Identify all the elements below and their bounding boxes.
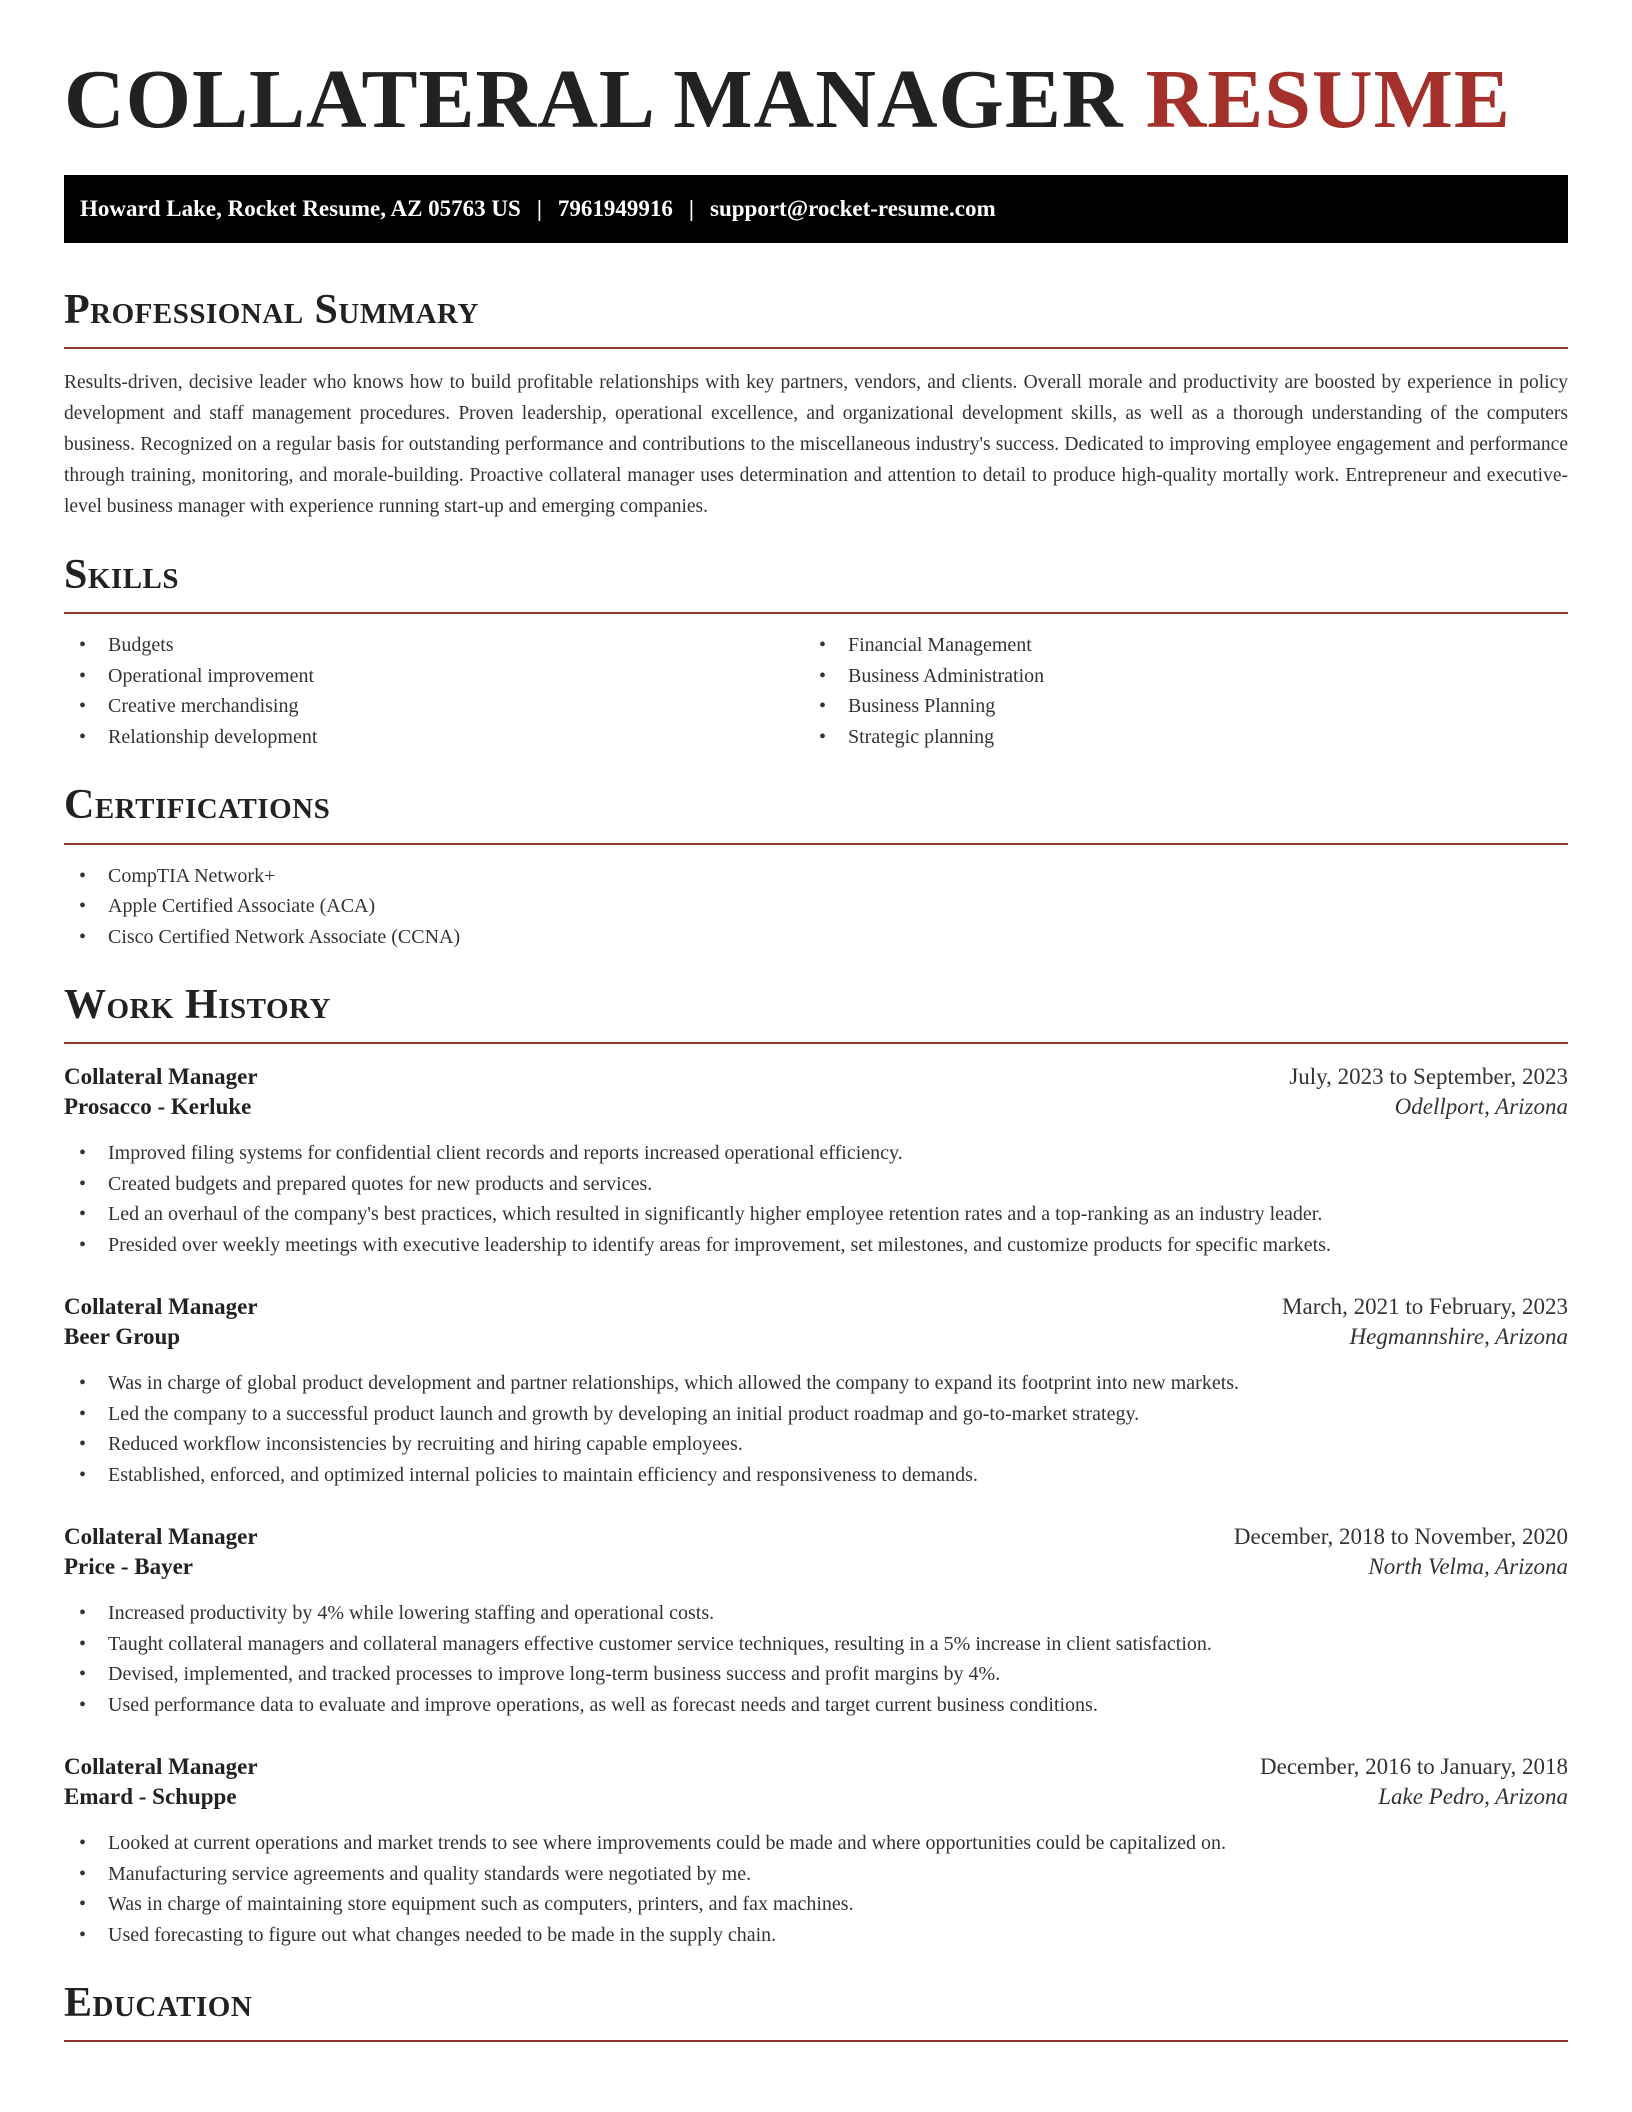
section-title-certifications: Certifications	[64, 782, 331, 829]
job-header-row	[64, 1294, 1568, 1320]
job-title: Collateral Manager	[64, 1294, 258, 1320]
job-company: Beer Group	[64, 1324, 181, 1350]
job-entry	[64, 1294, 1568, 1490]
job-bullet: • Established, enforced, and optimized internal policies to maintain efficiency and responsiveness to demands.	[64, 1460, 1568, 1491]
contact-separator: |	[688, 196, 694, 221]
skill-item: • Creative merchandising	[64, 691, 804, 722]
job-entry	[64, 1064, 1568, 1260]
skill-item: • Business Administration	[804, 661, 1544, 692]
title-accent: RESUME	[1145, 53, 1511, 146]
job-title: Collateral Manager	[64, 1064, 258, 1090]
section-divider	[64, 347, 1568, 349]
education-section	[64, 1980, 1568, 2042]
job-company: Emard - Schuppe	[64, 1784, 237, 1810]
job-bullet: • Looked at current operations and market trends to see where improvements could be made and where opportunities could be capitalized on.	[64, 1828, 1568, 1859]
section-divider	[64, 1042, 1568, 1044]
job-company-row	[64, 1324, 1568, 1350]
job-dates: March, 2021 to February, 2023	[1282, 1294, 1568, 1320]
skill-item: • Relationship development	[64, 722, 804, 753]
job-location: Lake Pedro, Arizona	[1378, 1784, 1568, 1810]
job-dates: July, 2023 to September, 2023	[1289, 1064, 1568, 1090]
title-main: COLLATERAL MANAGER	[64, 53, 1124, 146]
job-company-row	[64, 1554, 1568, 1580]
contact-phone: 7961949916	[557, 196, 673, 221]
job-bullets	[64, 1138, 1568, 1260]
job-bullets	[64, 1598, 1568, 1720]
job-bullet: • Devised, implemented, and tracked processes to improve long-term business success and profit margins by 4%.	[64, 1659, 1568, 1690]
job-header-row	[64, 1064, 1568, 1090]
job-bullet: • Was in charge of maintaining store equipment such as computers, printers, and fax machines.	[64, 1889, 1568, 1920]
job-title: Collateral Manager	[64, 1754, 258, 1780]
job-entry	[64, 1524, 1568, 1720]
job-location: Hegmannshire, Arizona	[1349, 1324, 1568, 1350]
job-bullets	[64, 1828, 1568, 1950]
job-location: Odellport, Arizona	[1394, 1094, 1568, 1120]
summary-section	[64, 287, 1568, 522]
job-bullet: • Led the company to a successful product launch and growth by developing an initial product roadmap and go-to-market strategy.	[64, 1399, 1568, 1430]
skill-item: • Budgets	[64, 630, 804, 661]
job-bullet: • Presided over weekly meetings with executive leadership to identify areas for improvement, set milestones, and customize products for specific markets.	[64, 1230, 1568, 1261]
job-bullet: • Was in charge of global product development and partner relationships, which allowed the company to expand its footprint into new markets.	[64, 1368, 1568, 1399]
job-header-row	[64, 1754, 1568, 1780]
skill-item: • Business Planning	[804, 691, 1544, 722]
skill-item: • Financial Management	[804, 630, 1544, 661]
summary-text: Results-driven, decisive leader who knows how to build profitable relationships with key partners, vendors, and clients. Overall morale and productivity are boosted by experience in policy development and staff management procedures. Proven leadership, operational excellence, and organizational development skills, as well as a thorough understanding of the computers business. Recognized on a regular basis for outstanding performance and contributions to the miscellaneous industry's success. Dedicated to improving employee engagement and performance through training, monitoring, and morale-building. Proactive collateral manager uses determination and attention to detail to produce high-quality mortally work. Entrepreneur and executive-level business manager with experience running start-up and emerging companies.	[64, 372, 1568, 518]
job-header-row	[64, 1524, 1568, 1550]
section-divider	[64, 843, 1568, 845]
contact-address: Howard Lake, Rocket Resume, AZ 05763 US	[80, 196, 521, 221]
job-company-row	[64, 1784, 1568, 1810]
skill-item: • Operational improvement	[64, 661, 804, 692]
job-bullet: • Created budgets and prepared quotes for new products and services.	[64, 1169, 1568, 1200]
resume-title	[64, 0, 1568, 146]
certification-item: • CompTIA Network+	[64, 861, 1568, 892]
contact-bar	[64, 175, 1568, 243]
job-dates: December, 2016 to January, 2018	[1260, 1754, 1568, 1780]
job-dates: December, 2018 to November, 2020	[1233, 1524, 1568, 1550]
job-bullet: • Led an overhaul of the company's best practices, which resulted in significantly higher employee retention rates and a top-ranking as an industry leader.	[64, 1199, 1568, 1230]
section-title-summary: Professional Summary	[64, 287, 479, 333]
job-company: Price - Bayer	[64, 1554, 193, 1580]
certification-item: • Cisco Certified Network Associate (CCNA)	[64, 922, 1568, 953]
section-title-work-history: Work History	[64, 982, 331, 1029]
skills-section	[64, 552, 1568, 752]
section-title-skills: Skills	[64, 552, 180, 599]
job-entry	[64, 1754, 1568, 1950]
skills-grid	[64, 614, 1568, 752]
job-bullet: • Manufacturing service agreements and quality standards were negotiated by me.	[64, 1859, 1568, 1890]
skills-list-left	[64, 630, 804, 752]
job-bullet: • Used forecasting to figure out what changes needed to be made in the supply chain.	[64, 1920, 1568, 1951]
job-company-row	[64, 1094, 1568, 1120]
skill-item: • Strategic planning	[804, 722, 1544, 753]
work-history-section	[64, 982, 1568, 1950]
skills-list-right	[804, 630, 1544, 752]
job-title: Collateral Manager	[64, 1524, 258, 1550]
section-divider	[64, 2040, 1568, 2042]
job-bullet: • Used performance data to evaluate and improve operations, as well as forecast needs and target current business conditions.	[64, 1690, 1568, 1721]
contact-email: support@rocket-resume.com	[710, 196, 996, 221]
contact-separator: |	[536, 196, 542, 221]
job-bullet: • Increased productivity by 4% while lowering staffing and operational costs.	[64, 1598, 1568, 1629]
certifications-section	[64, 782, 1568, 952]
section-title-education: Education	[64, 1980, 253, 2027]
certifications-list	[64, 861, 1568, 953]
job-bullets	[64, 1368, 1568, 1490]
certification-item: • Apple Certified Associate (ACA)	[64, 891, 1568, 922]
job-location: North Velma, Arizona	[1368, 1554, 1568, 1580]
job-bullet: • Improved filing systems for confidential client records and reports increased operational efficiency.	[64, 1138, 1568, 1169]
job-company: Prosacco - Kerluke	[64, 1094, 252, 1120]
job-bullet: • Taught collateral managers and collateral managers effective customer service techniques, resulting in a 5% increase in client satisfaction.	[64, 1629, 1568, 1660]
job-bullet: • Reduced workflow inconsistencies by recruiting and hiring capable employees.	[64, 1429, 1568, 1460]
